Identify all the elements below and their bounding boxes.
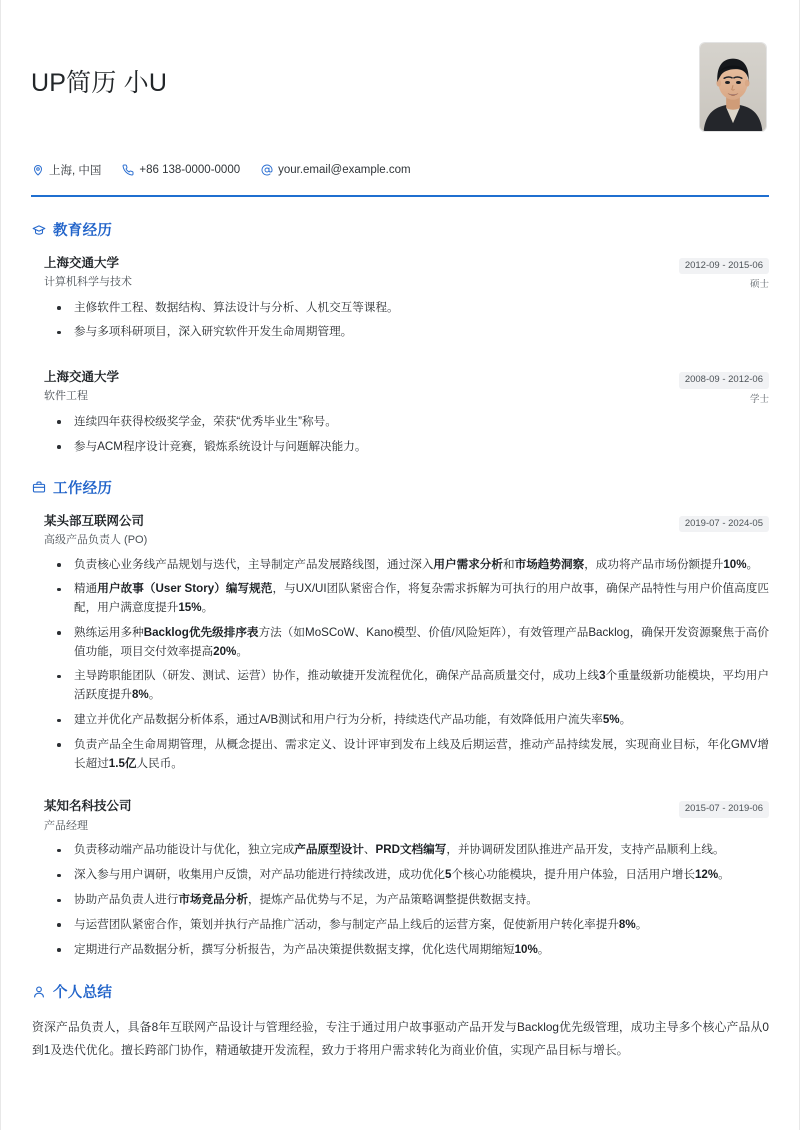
list-item: 协助产品负责人进行市场竞品分析，提炼产品优势与不足，为产品策略调整提供数据支持。 — [44, 891, 769, 910]
contact-phone-text: +86 138-0000-0000 — [139, 164, 241, 176]
education-entry — [31, 368, 769, 456]
education-entry-main — [44, 368, 667, 405]
date-badge: 2019-07 - 2024-05 — [679, 516, 769, 532]
company-name: 某知名科技公司 — [44, 799, 132, 814]
work-entry-header — [44, 797, 769, 834]
education-entry-meta — [679, 368, 769, 406]
major-name: 软件工程 — [44, 390, 88, 403]
graduation-cap-icon — [31, 222, 46, 237]
section-work — [31, 477, 769, 960]
work-entries — [31, 512, 769, 960]
list-item: 参与ACM程序设计竞赛，锻炼系统设计与问题解决能力。 — [44, 438, 769, 457]
section-header-education — [31, 219, 769, 240]
list-item: 建立并优化产品数据分析体系，通过A/B测试和用户行为分析，持续迭代产品功能，有效降低用户流失率5%。 — [44, 711, 769, 730]
major-name: 计算机科学与技术 — [44, 276, 132, 289]
education-entry-header — [44, 254, 769, 292]
education-bullet-list — [44, 413, 769, 457]
list-item: 负责移动端产品功能设计与优化，独立完成产品原型设计、PRD文档编写，并协调研发团队推进产品开发，支持产品顺利上线。 — [44, 841, 769, 860]
list-item: 与运营团队紧密合作，策划并执行产品推广活动，参与制定产品上线后的运营方案，促使新用户转化率提升8%。 — [44, 916, 769, 935]
date-badge: 2008-09 - 2012-06 — [679, 372, 769, 388]
person-icon — [31, 984, 46, 999]
briefcase-icon — [31, 480, 46, 495]
header-divider — [31, 195, 769, 197]
list-item: 熟练运用多种Backlog优先级排序表方法（如MoSCoW、Kano模型、价值/风险矩阵），有效管理产品Backlog，确保开发资源聚焦于高价值功能，项目交付效率提高20%。 — [44, 624, 769, 662]
list-item: 深入参与用户调研，收集用户反馈，对产品功能进行持续改进，成功优化5个核心功能模块，提升用户体验，日活用户增长12%。 — [44, 866, 769, 885]
contact-email[interactable] — [260, 164, 410, 177]
section-title-work: 工作经历 — [53, 480, 113, 497]
date-badge: 2012-09 - 2015-06 — [679, 258, 769, 274]
portrait-photo-icon — [700, 43, 766, 131]
email-at-icon — [260, 164, 273, 177]
degree-label: 硕士 — [749, 279, 769, 291]
page-title: UP简历 小U — [31, 69, 168, 97]
education-entry-header — [44, 368, 769, 406]
contact-row — [31, 162, 769, 178]
location-pin-icon — [31, 164, 44, 177]
school-name: 上海交通大学 — [44, 370, 120, 385]
phone-icon — [121, 164, 134, 177]
section-education — [31, 219, 769, 457]
education-entry-main — [44, 254, 667, 291]
work-entry — [31, 512, 769, 774]
work-entry-header — [44, 512, 769, 549]
contact-email-text: your.email@example.com — [278, 164, 411, 176]
list-item: 负责核心业务线产品规划与迭代，主导制定产品发展路线图，通过深入用户需求分析和市场趋势洞察，成功将产品市场份额提升10%。 — [44, 556, 769, 575]
education-entry — [31, 254, 769, 342]
list-item: 连续四年获得校级奖学金，荣获“优秀毕业生”称号。 — [44, 413, 769, 432]
job-role: 产品经理 — [44, 819, 88, 832]
header-left — [31, 42, 167, 98]
avatar — [699, 42, 767, 132]
work-entry-meta — [679, 512, 769, 532]
work-entry — [31, 797, 769, 959]
section-title-education: 教育经历 — [53, 223, 113, 239]
date-badge: 2015-07 - 2019-06 — [679, 801, 769, 817]
list-item: 负责产品全生命周期管理，从概念提出、需求定义、设计评审到发布上线及后期运营，推动产品持续发展，实现商业目标，年化GMV增长超过1.5亿人民币。 — [44, 736, 769, 774]
work-entry-meta — [679, 797, 769, 817]
section-header-work — [31, 477, 769, 498]
contact-phone[interactable] — [121, 164, 240, 177]
education-bullet-list — [44, 299, 769, 343]
contact-location[interactable] — [31, 162, 101, 178]
list-item: 参与多项科研项目，深入研究软件开发生命周期管理。 — [44, 323, 769, 342]
list-item: 定期进行产品数据分析，撰写分析报告，为产品决策提供数据支撑，优化迭代周期缩短10%。 — [44, 941, 769, 960]
degree-label: 学士 — [749, 393, 769, 405]
list-item: 主修软件工程、数据结构、算法设计与分析、人机交互等课程。 — [44, 299, 769, 318]
school-name: 上海交通大学 — [44, 256, 120, 270]
work-entry-main — [44, 797, 667, 834]
work-bullet-list — [44, 841, 769, 959]
list-item: 精通用户故事（User Story）编写规范，与UX/UI团队紧密合作，将复杂需求拆解为可执行的用户故事，确保产品特性与用户价值高度匹配，用户满意度提升15%。 — [44, 580, 769, 618]
section-header-summary — [31, 981, 769, 1002]
company-name: 某头部互联网公司 — [44, 513, 145, 528]
work-bullet-list — [44, 556, 769, 774]
list-item: 主导跨职能团队（研发、测试、运营）协作，推动敏捷开发流程优化，确保产品高质量交付，成功上线3个重量级新功能模块，平均用户活跃度提升8%。 — [44, 667, 769, 705]
education-entries — [31, 254, 769, 457]
work-entry-main — [44, 512, 667, 549]
contact-location-text: 上海, 中国 — [49, 165, 102, 177]
section-title-summary: 个人总结 — [53, 985, 113, 1002]
job-role: 高级产品负责人 (PO) — [44, 533, 148, 546]
resume-header — [31, 0, 769, 132]
summary-text: 资深产品负责人，具备8年互联网产品设计与管理经验，专注于通过用户故事驱动产品开发与Backlog优先级管理，成功主导多个核心产品从0到1及迭代优化。擅长跨部门协作，精通敏捷开发流程，致力于将用户需求转化为商业价值，实现产品目标与增长。 — [32, 1020, 769, 1057]
section-summary — [31, 981, 769, 1061]
education-entry-meta — [679, 254, 769, 292]
